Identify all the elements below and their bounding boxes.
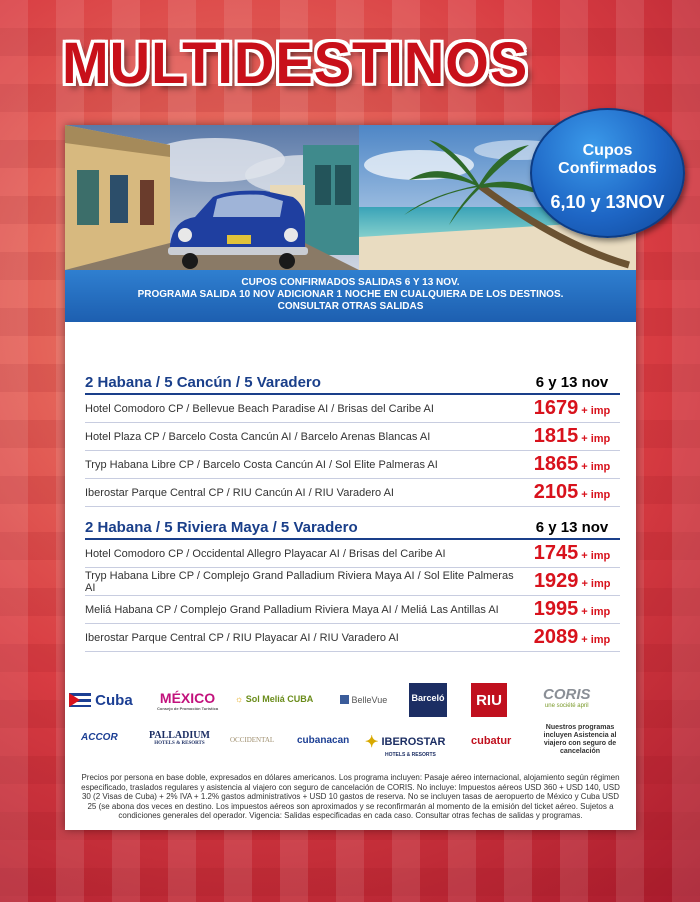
price bbox=[524, 570, 620, 593]
badge-line-1: Cupos bbox=[582, 142, 633, 159]
offer-card bbox=[65, 125, 636, 830]
price bbox=[524, 542, 620, 565]
hotel-combo: Iberostar Parque Central CP / RIU Playacar AI / RIU Varadero AI bbox=[85, 631, 399, 644]
occidental-logo-text: OCCIDENTAL bbox=[230, 736, 275, 744]
price-suffix: + imp bbox=[581, 405, 611, 417]
price bbox=[524, 481, 620, 504]
price-amount: 1745 bbox=[533, 542, 579, 564]
price-amount: 2105 bbox=[533, 481, 579, 503]
footer-terms: Precios por persona en base doble, expresados en dólares americanos. Los programa incluyen: Pasaje aéreo internacional, alojamiento según régimen especificado, traslados regulares y asistencia al viajero con seguro de cancelación de CORIS. No incluye: Impuestos aéreos USD 360 + USD 140, USD 30 (2 Visas de Cuba) + 2% IVA + 1.2% gastos administrativos + USD 10 gastos de reserva. No se incluyen tasas de aeropuerto de México y Cuba USD 25 (se abona dos veces en destino. Los impuestos aéreos son aproximados y se reconfirmarán al momento de la emisión del ticket aéreo. Sujetos a condiciones generales del operador. Vigencia: Salidas especificadas en cada caso. Consultar otras fechas de salidas y programas. bbox=[81, 773, 620, 820]
price-row bbox=[85, 395, 620, 423]
bellevue-logo bbox=[340, 695, 387, 705]
sun-icon: ☼ bbox=[235, 694, 244, 704]
cuba-logo bbox=[69, 692, 133, 709]
price-amount: 1995 bbox=[533, 598, 579, 620]
iberostar-logo bbox=[365, 732, 445, 758]
price-suffix: + imp bbox=[581, 550, 611, 562]
price-row bbox=[85, 540, 620, 568]
riu-logo-text: RIU bbox=[476, 692, 502, 709]
price-amount: 1929 bbox=[533, 570, 579, 592]
price bbox=[524, 626, 620, 649]
barcelo-logo bbox=[409, 683, 447, 717]
cubatur-logo-text: cubatur bbox=[471, 735, 512, 747]
cuba-logo-text: Cuba bbox=[95, 692, 133, 709]
info-banner bbox=[65, 270, 636, 322]
partner-logos bbox=[65, 680, 636, 780]
price-suffix: + imp bbox=[581, 433, 611, 445]
coris-logo-text: CORIS bbox=[543, 686, 591, 703]
price-amount: 1815 bbox=[533, 425, 579, 447]
hotel-combo: Meliá Habana CP / Complejo Grand Palladium Riviera Maya AI / Meliá Las Antillas AI bbox=[85, 603, 499, 616]
cubanacan-logo-text: cubanacan bbox=[297, 735, 350, 746]
cubatur-logo bbox=[471, 735, 511, 747]
price-row bbox=[85, 596, 620, 624]
hotel-combo: Tryp Habana Libre CP / Barcelo Costa Cancún AI / Sol Elite Palmeras AI bbox=[85, 458, 438, 471]
price bbox=[524, 598, 620, 621]
hotel-combo: Hotel Comodoro CP / Occidental Allegro Playacar AI / Brisas del Caribe AI bbox=[85, 547, 446, 560]
mexico-logo bbox=[157, 690, 218, 711]
badge-line-2: Confirmados bbox=[558, 160, 657, 177]
solmelia-logo bbox=[235, 694, 313, 704]
section-title: 2 Habana / 5 Cancún / 5 Varadero bbox=[85, 374, 321, 391]
iberostar-logo-text: IBEROSTAR bbox=[381, 736, 446, 748]
section-dates: 6 y 13 nov bbox=[535, 374, 609, 391]
section-header bbox=[85, 373, 620, 395]
price bbox=[524, 425, 620, 448]
cubanacan-logo bbox=[297, 735, 349, 746]
occidental-logo bbox=[230, 736, 274, 744]
package-section-2 bbox=[85, 518, 620, 652]
section-header bbox=[85, 518, 620, 540]
mexico-logo-text: MÉXICO bbox=[159, 690, 216, 706]
banner-line-3: CONSULTAR OTRAS SALIDAS bbox=[277, 301, 424, 312]
price-row bbox=[85, 479, 620, 507]
palladium-logo-text: PALLADIUM bbox=[149, 730, 210, 741]
section-dates: 6 y 13 nov bbox=[535, 519, 609, 536]
page-title: MULTIDESTINOS bbox=[62, 29, 529, 96]
badge-dates: 6,10 y 13NOV bbox=[550, 192, 665, 212]
hotel-combo: Iberostar Parque Central CP / RIU Cancún AI / RIU Varadero AI bbox=[85, 486, 394, 499]
price-suffix: + imp bbox=[581, 489, 611, 501]
price-suffix: + imp bbox=[581, 461, 611, 473]
price-row bbox=[85, 568, 620, 596]
price-amount: 1865 bbox=[533, 453, 579, 475]
palladium-logo-subtitle: HOTELS & RESORTS bbox=[154, 741, 205, 746]
price bbox=[524, 397, 620, 420]
cuba-flag-icon bbox=[69, 693, 91, 707]
price-suffix: + imp bbox=[581, 578, 611, 590]
hotel-combo: Hotel Plaza CP / Barcelo Costa Cancún AI / Barcelo Arenas Blancas AI bbox=[85, 430, 431, 443]
price-suffix: + imp bbox=[581, 634, 611, 646]
accor-logo-text: ACCOR bbox=[81, 732, 118, 743]
palladium-logo bbox=[149, 730, 210, 746]
price-suffix: + imp bbox=[581, 606, 611, 618]
barcelo-logo-text: Barceló bbox=[411, 693, 445, 703]
price-row bbox=[85, 451, 620, 479]
price-row bbox=[85, 423, 620, 451]
price-amount: 1679 bbox=[533, 397, 579, 419]
coris-note: Nuestros programas incluyen Asistencia al viajero con seguro de cancelación bbox=[543, 724, 617, 755]
price-amount: 2089 bbox=[533, 626, 579, 648]
mexico-logo-subtitle: Consejo de Promoción Turística bbox=[157, 706, 219, 711]
accor-logo bbox=[81, 732, 118, 743]
price bbox=[524, 453, 620, 476]
riu-logo bbox=[471, 683, 507, 717]
solmelia-logo-text: Sol Meliá CUBA bbox=[245, 694, 314, 704]
section-title: 2 Habana / 5 Riviera Maya / 5 Varadero bbox=[85, 519, 358, 536]
bellevue-mark-icon bbox=[340, 695, 349, 704]
iberostar-logo-subtitle: HOTELS & RESORTS bbox=[385, 752, 436, 758]
price-row bbox=[85, 624, 620, 652]
star-icon: ✦ bbox=[365, 734, 379, 751]
havana-photo bbox=[65, 125, 359, 270]
bellevue-logo-text: BelleVue bbox=[351, 695, 388, 705]
confirmed-badge bbox=[530, 108, 685, 238]
hotel-combo: Tryp Habana Libre CP / Complejo Grand Palladium Riviera Maya AI / Sol Elite Palmeras AI bbox=[85, 569, 514, 594]
hotel-combo: Hotel Comodoro CP / Bellevue Beach Paradise AI / Brisas del Caribe AI bbox=[85, 402, 434, 415]
package-section-1 bbox=[85, 373, 620, 507]
coris-logo-subtitle: une société april bbox=[544, 703, 589, 709]
coris-logo bbox=[543, 686, 591, 709]
banner-line-1: CUPOS CONFIRMADOS SALIDAS 6 Y 13 NOV. bbox=[241, 277, 460, 288]
badge-title bbox=[532, 142, 683, 178]
banner-line-2: PROGRAMA SALIDA 10 NOV ADICIONAR 1 NOCHE EN CUALQUIERA DE LOS DESTINOS. bbox=[137, 289, 564, 300]
